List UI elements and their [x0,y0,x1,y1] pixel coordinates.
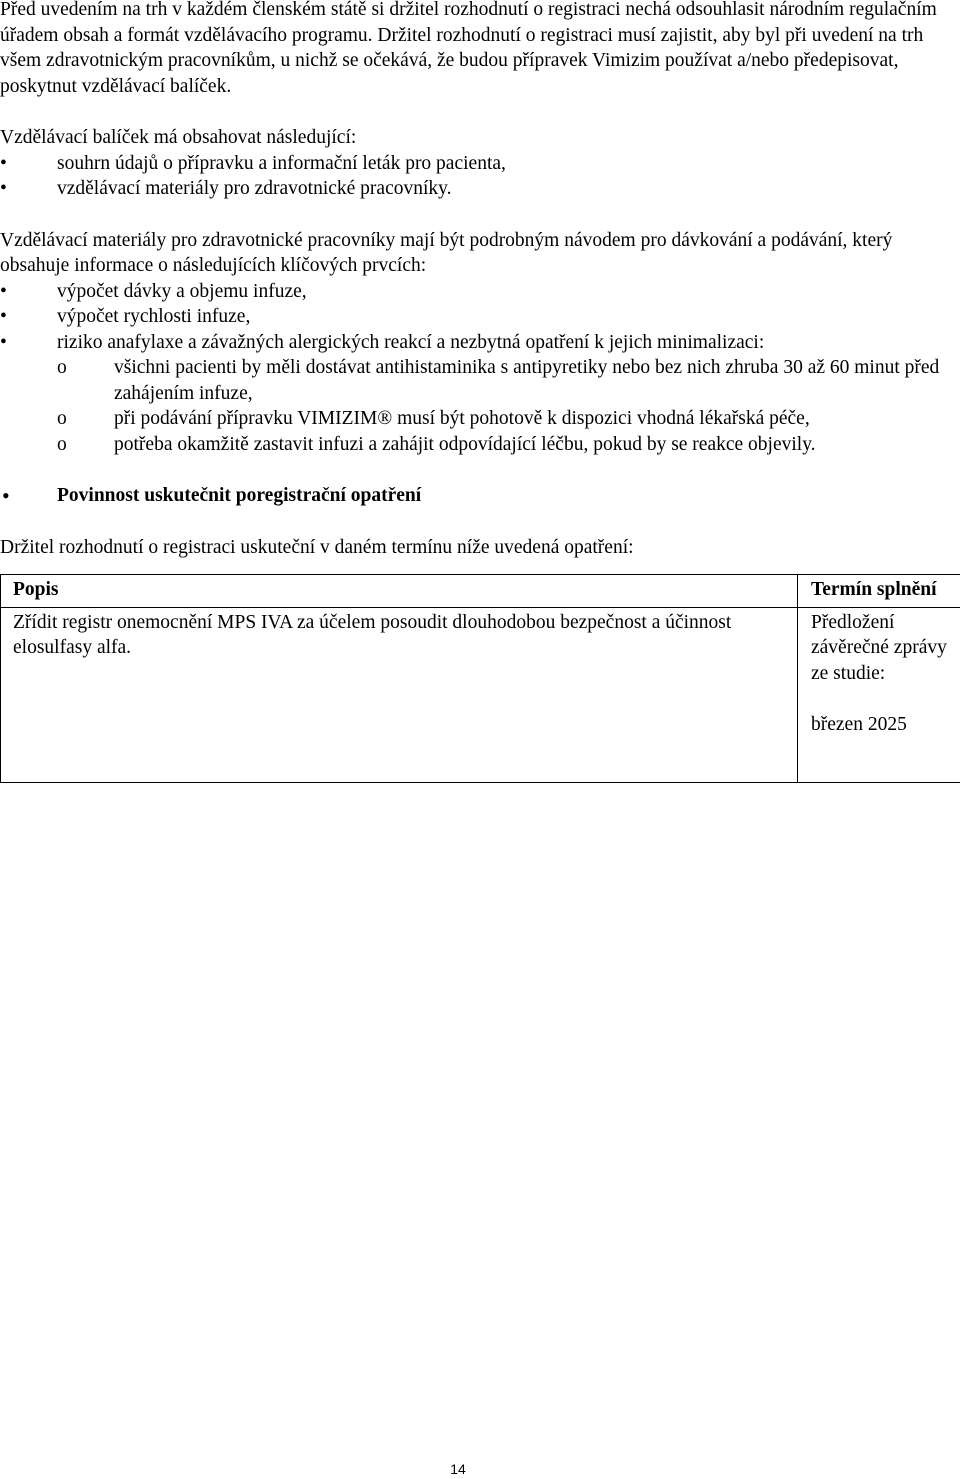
table-row [1,607,960,782]
materials-item-text: výpočet dávky a objemu infuze, [57,280,307,302]
page-number: 14 [450,1461,466,1477]
list-item [0,304,956,330]
measure-deadline [798,607,960,782]
section-heading-text: Povinnost uskutečnit poregistrační opatření [57,485,422,506]
bullet-marker: • [0,152,7,174]
list-item [0,330,956,356]
materials-item-text: výpočet rychlosti infuze, [57,306,251,327]
sub-item-text: všichni pacienti by měli dostávat antihistaminika s antipyretiky nebo bez nich zhruba 30 až 60 minut před zahájením infuze, [114,357,940,404]
materials-item-text: riziko anafylaxe a závažných alergických reakcí a nezbytná opatření k jejich minimalizaci: [57,331,765,353]
sub-marker: o [57,357,67,378]
materials-lead: Vzdělávací materiály pro zdravotnické pracovníky mají být podrobným návodem pro dávkování a podávání, který obsahuje informace o následujících klíčových prvcích: [0,229,893,276]
sub-list-item [0,406,956,432]
holder-paragraph: Držitel rozhodnutí o registraci uskuteční v daném termínu níže uvedená opatření: [0,536,634,558]
sub-marker: o [57,408,67,429]
deadline-date: březen 2025 [811,714,907,735]
package-item-text: vzdělávací materiály pro zdravotnické pracovníky. [57,178,452,199]
sub-item-text: potřeba okamžitě zastavit infuzi a zahájit odpovídající léčbu, pokud by se reakce objevily. [114,433,816,455]
measures-table [0,574,960,783]
section-heading [0,483,956,509]
column-header-deadline: Termín splnění [798,575,960,608]
deadline-label: Předložení závěrečné zprávy ze studie: [811,611,947,684]
bullet-marker: • [0,331,7,353]
list-item [0,279,956,305]
sub-list-item [0,432,956,458]
bullet-marker: • [0,306,7,327]
sub-list-item [0,355,956,406]
package-lead: Vzdělávací balíček má obsahovat následující: [0,127,357,148]
measure-description: Zřídit registr onemocnění MPS IVA za účelem posoudit dlouhodobou bezpečnost a účinnost elosulfasy alfa. [1,607,798,782]
bullet-marker: • [0,178,7,199]
intro-paragraph: Před uvedením na trh v každém členském státě si držitel rozhodnutí o registraci nechá odsouhlasit národním regulačním úřadem obsah a formát vzdělávacího programu. Držitel rozhodnutí o registraci musí zajistit, aby byl při uvedení na trh všem zdravotnickým pracovníkům, u nichž se očekává, že budou přípravek Vimizim používat a/nebo předepisovat, poskytnut vzdělávací balíček. [0,0,937,97]
bullet-marker: • [0,280,7,302]
column-header-description: Popis [1,575,798,608]
bullet-marker: • [2,483,10,508]
list-item [0,151,956,177]
list-item [0,176,956,202]
sub-item-text: při podávání přípravku VIMIZIM® musí být pohotově k dispozici vhodná lékařská péče, [114,408,810,429]
package-item-text: souhrn údajů o přípravku a informační leták pro pacienta, [57,152,506,174]
sub-marker: o [57,433,67,455]
table-header-row [1,575,960,608]
